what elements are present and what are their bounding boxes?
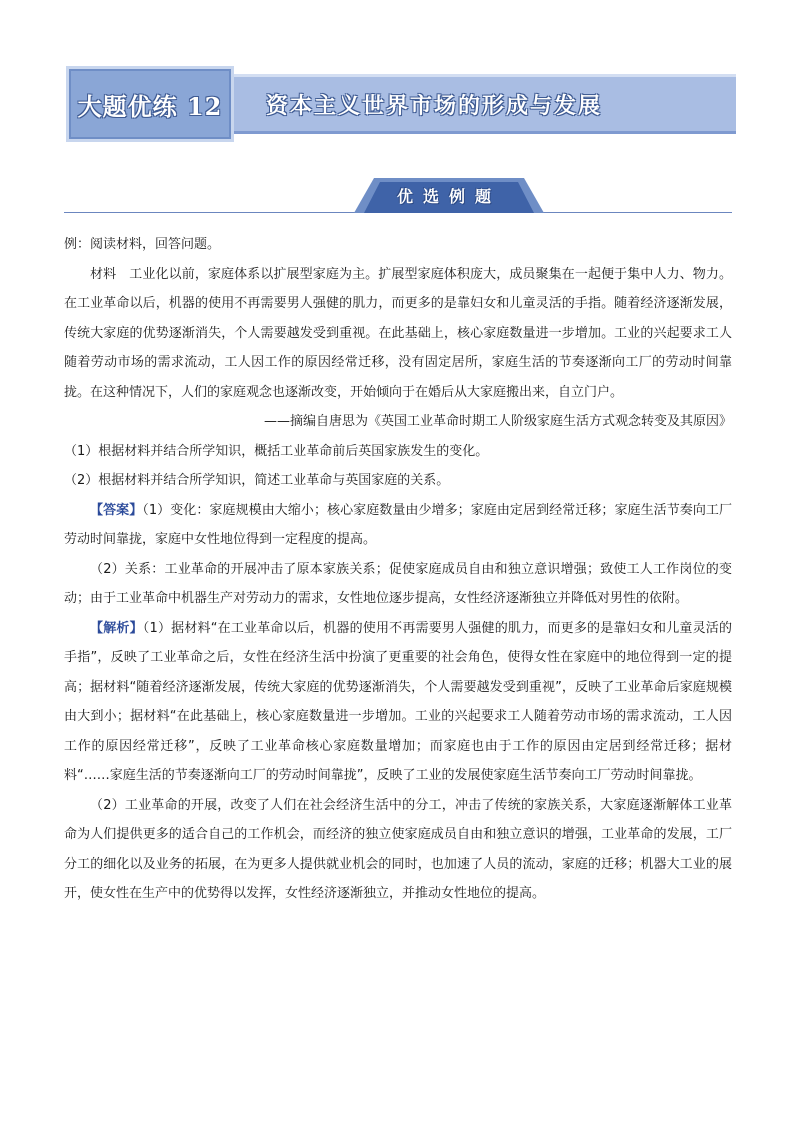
material-source: ——摘编自唐思为《英国工业革命时期工人阶级家庭生活方式观念转变及其原因》 [263, 414, 732, 429]
page-title: 资本主义世界市场的形成与发展 [266, 92, 603, 119]
header-banner [66, 66, 736, 142]
analysis-part-2: （2）工业革命的开展，改变了人们在社会经济生活中的分工，冲击了传统的家族关系，大家庭逐渐解体工业革命为人们提供更多的适合自己的工作机会，而经济的独立使家庭成员自由和独立意识的增强，工业革命的发展，工厂分工的细化以及业务的拓展，在为更多人提供就业机会的同时，也加速了人员的流动，家庭的迁移；机器大工业的展开，使女性在生产中的优势得以发挥，女性经济逐渐独立，并推动女性地位的提高。 [64, 797, 732, 901]
series-label: 大题优练 12 [77, 91, 223, 121]
question-1: （1）根据材料并结合所学知识，概括工业革命前后英国家族发生的变化。 [64, 443, 489, 459]
section-tab [354, 178, 544, 212]
analysis-tag: 【解析】 [90, 620, 143, 636]
section-tab-label: 优选例题 [396, 186, 501, 206]
answer-part-1 [64, 496, 732, 555]
section-header [64, 178, 732, 214]
title-ribbon [234, 74, 736, 134]
document-body [64, 230, 732, 909]
intro-text: 例：阅读材料，回答问题。 [64, 237, 221, 252]
material-text: 材料 工业化以前，家庭体系以扩展型家庭为主。扩展型家庭体积庞大，成员聚集在一起便于集中人力、物力。在工业革命以后，机器的使用不再需要男人强健的肌力，而更多的是靠妇女和儿童灵活的手指。随着经济逐渐发展，传统大家庭的优势逐渐消失，个人需要越发受到重视。在此基础上，核心家庭数量进一步增加。工业的兴起要求工人随着劳动市场的需求流动，工人因工作的原因经常迁移，没有固定居所，家庭生活的节奏逐渐向工厂的劳动时间靠拢。在这种情况下，人们的家庭观念也逐渐改变，开始倾向于在婚后从大家庭搬出来，自立门户。 [64, 266, 732, 400]
answer-part-2: （2）关系：工业革命的开展冲击了原本家族关系；促使家庭成员自由和独立意识增强；致使工人工作岗位的变动；由于工业革命中机器生产对劳动力的需求，女性地位逐步提高，女性经济逐渐独立并降低对男性的依附。 [64, 561, 732, 606]
answer-text-1: （1）变化：家庭规模由大缩小；核心家庭数量由少增多；家庭由定居到经常迁移；家庭生活节奏向工厂劳动时间靠拢，家庭中女性地位得到一定程度的提高。 [64, 502, 732, 547]
analysis-text-1: （1）据材料“在工业革命以后，机器的使用不再需要男人强健的肌力，而更多的是靠妇女和儿童灵活的手指”，反映了工业革命之后，女性在经济生活中扮演了更重要的社会角色，使得女性在家庭中的地位得到一定的提高；据材料“随着经济逐渐发展，传统大家庭的优势逐渐消失，个人需要越发受到重视”，反映了工业革命后家庭规模由大到小；据材料“在此基础上，核心家庭数量进一步增加。工业的兴起要求工人随着劳动市场的需求流动，工人因工作的原因经常迁移”，反映了工业革命核心家庭数量增加；而家庭也由于工作的原因由定居到经常迁移；据材料“……家庭生活的节奏逐渐向工厂的劳动时间靠拢”，反映了工业的发展使家庭生活节奏向工厂劳动时间靠拢。 [64, 620, 732, 783]
question-2: （2）根据材料并结合所学知识，简述工业革命与英国家庭的关系。 [64, 473, 450, 488]
analysis-part-1 [64, 614, 732, 791]
answer-tag: 【答案】 [90, 502, 143, 518]
